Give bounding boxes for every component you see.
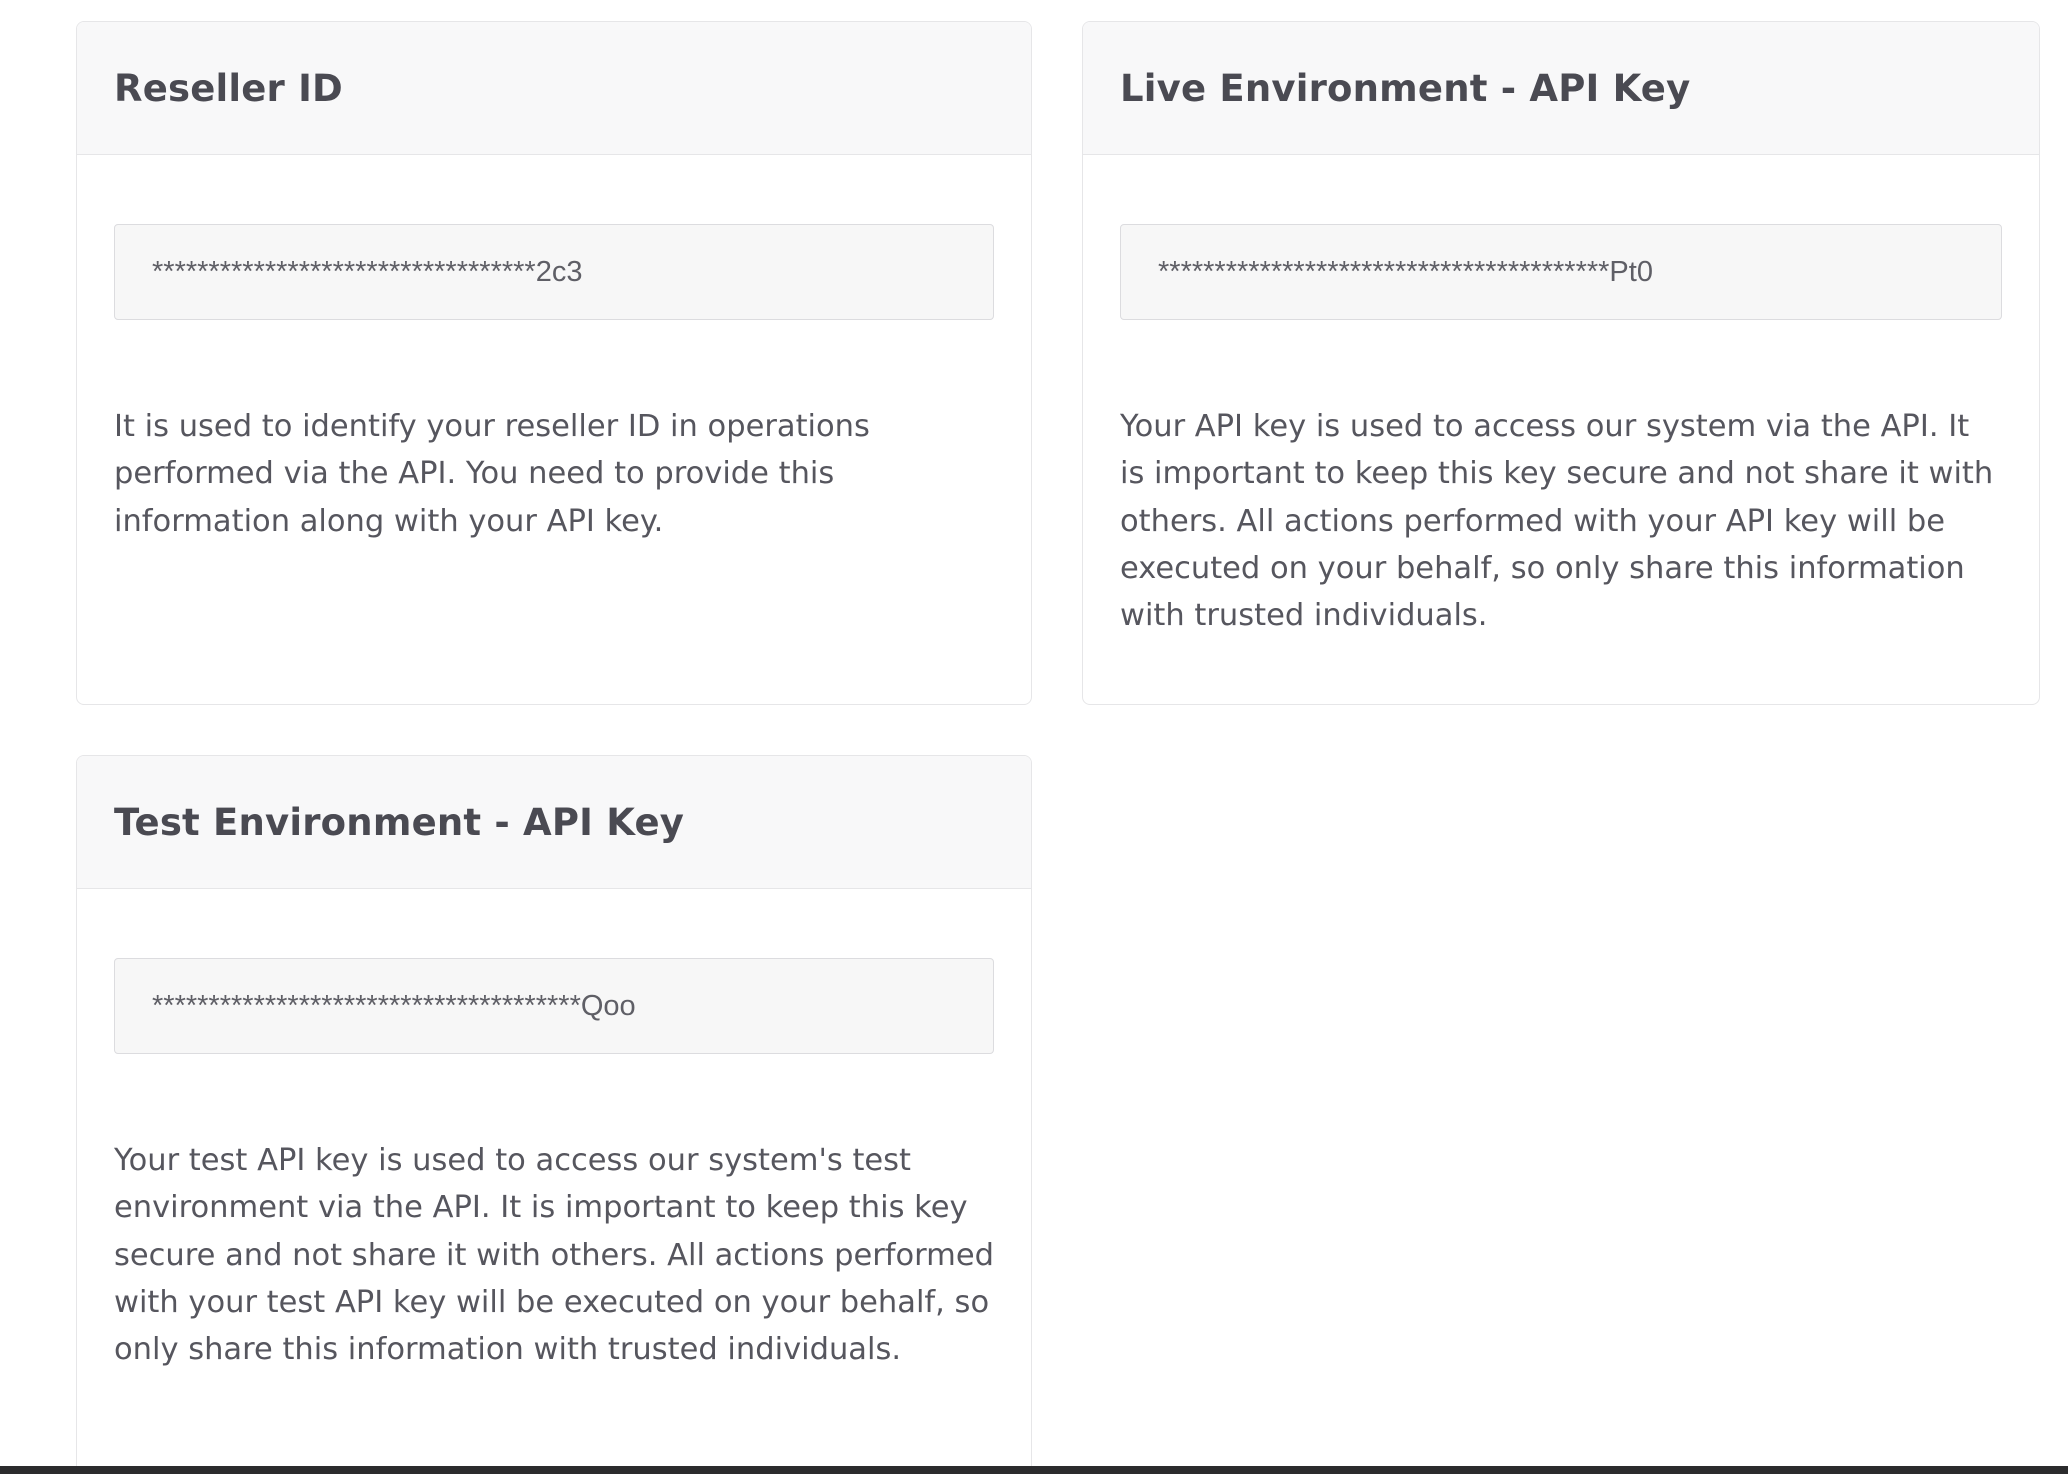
test-api-key-card [76, 755, 1032, 1474]
live-api-key-field[interactable] [1120, 224, 2002, 320]
reseller-id-field[interactable] [114, 224, 994, 320]
reseller-id-card [76, 21, 1032, 705]
card-body [77, 889, 1031, 1373]
live-api-key-description: Your API key is used to access our system via the API. It is important to keep this key secure and not share it with others. All actions performed with your API key will be executed on your behalf, so only share this information with trusted individuals. [1120, 409, 1994, 634]
bottom-edge-bar [0, 1466, 2068, 1474]
reseller-id-title: Reseller ID [114, 66, 343, 110]
test-api-key-field[interactable] [114, 958, 994, 1054]
test-api-key-description: Your test API key is used to access our system's test environment via the API. It is important to keep this key secure and not share it with others. All actions performed with your test API key will be executed on your behalf, so only share this information with trusted individuals. [114, 1143, 994, 1368]
reseller-id-description: It is used to identify your reseller ID in operations performed via the API. You need to provide this information along with your API key. [114, 409, 870, 539]
card-header [77, 22, 1031, 155]
card-header [77, 756, 1031, 889]
test-api-key-title: Test Environment - API Key [114, 800, 685, 844]
card-body [77, 155, 1031, 545]
card-header [1083, 22, 2039, 155]
card-body [1083, 155, 2039, 639]
live-api-key-card [1082, 21, 2040, 705]
live-api-key-title: Live Environment - API Key [1120, 66, 1691, 110]
